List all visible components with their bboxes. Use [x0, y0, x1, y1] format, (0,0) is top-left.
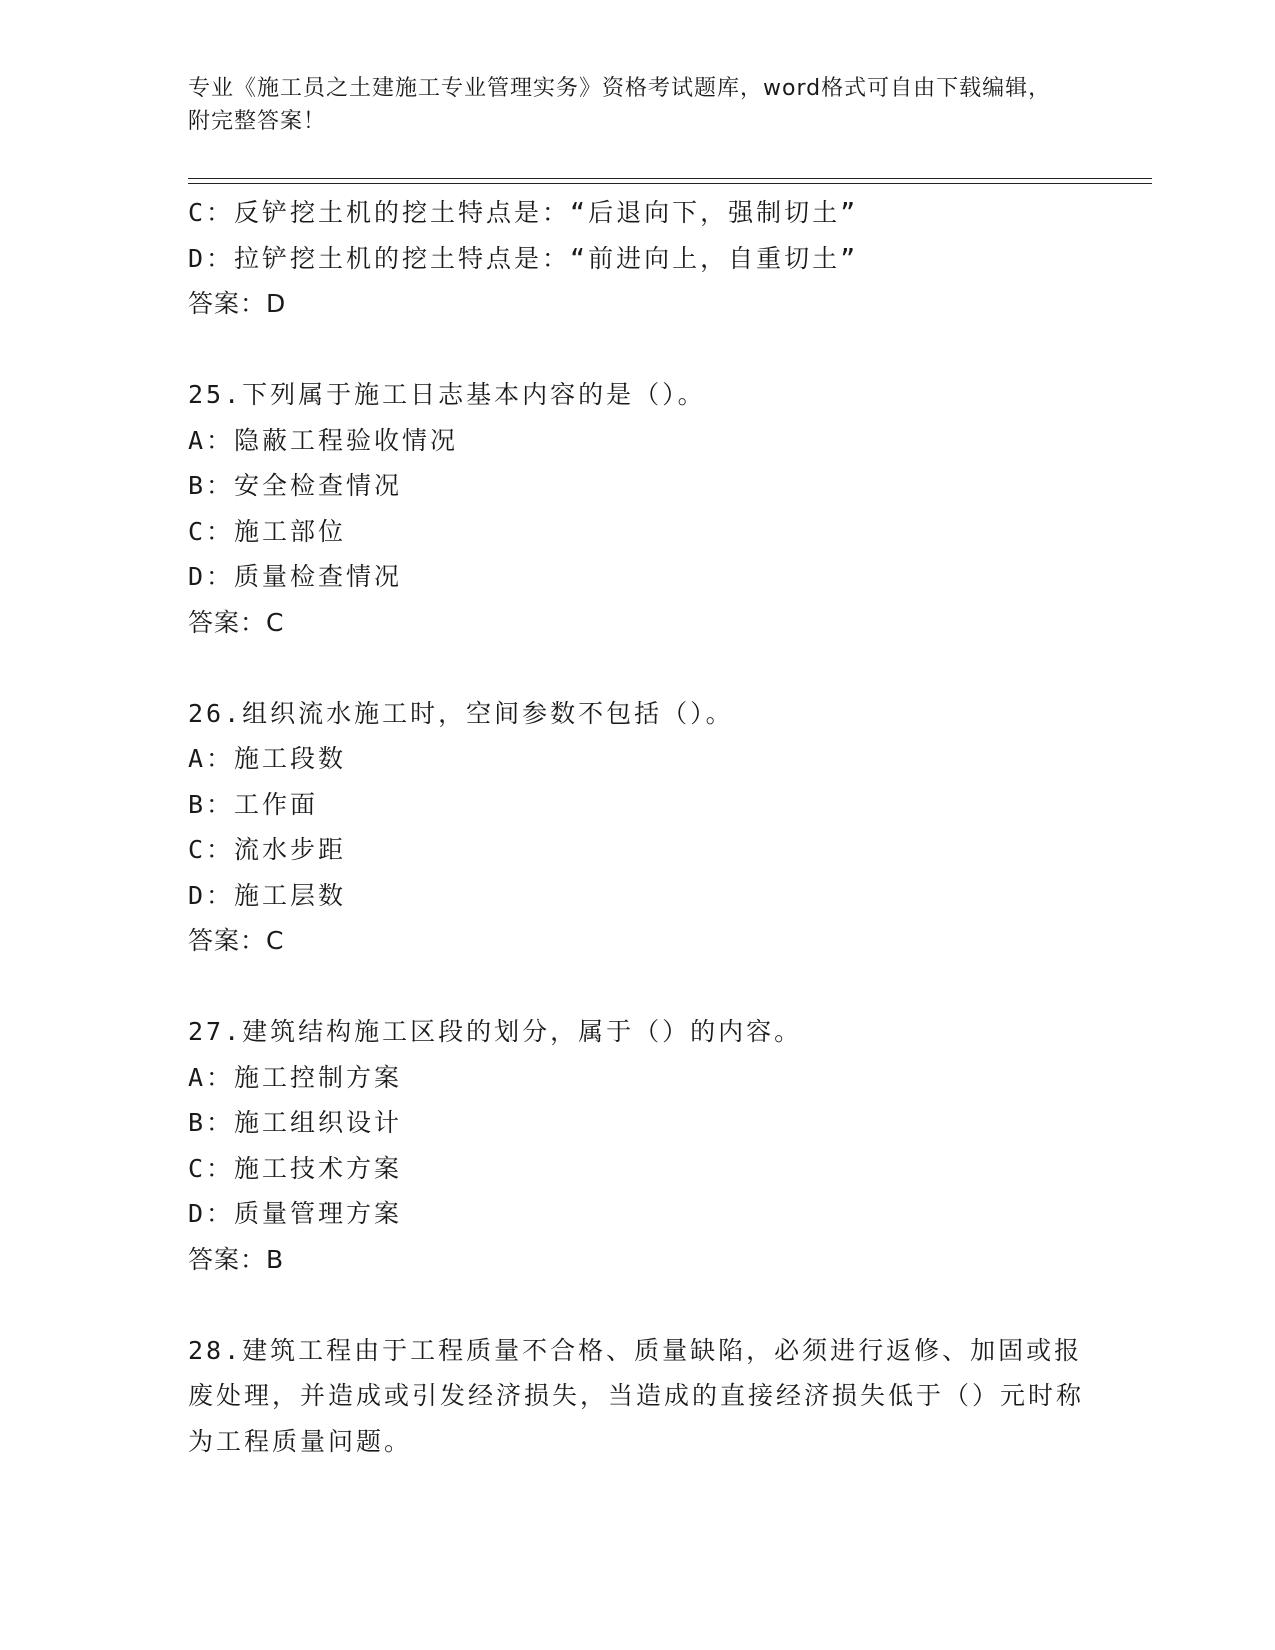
option-a: A：施工段数: [188, 744, 347, 773]
option-b: B：安全检查情况: [188, 471, 403, 500]
option-b: B：施工组织设计: [188, 1108, 403, 1137]
option-c: C：流水步距: [188, 835, 347, 864]
answer: 答案：D: [188, 289, 287, 318]
option-c: C：施工部位: [188, 516, 347, 546]
question-stem: 25.下列属于施工日志基本内容的是（）。: [188, 380, 706, 409]
previous-question-tail: [188, 190, 1108, 327]
header-divider-bottom: [188, 183, 1152, 184]
option-d: D：拉铲挖土机的挖土特点是：“前进向上，自重切土”: [188, 243, 859, 273]
question-stem: 26.组织流水施工时，空间参数不包括（）。: [188, 698, 734, 728]
option-c: C：施工技术方案: [188, 1153, 403, 1183]
option-b: B：工作面: [188, 789, 319, 819]
option-d: D：施工层数: [188, 880, 347, 910]
question-27: [188, 1009, 1108, 1282]
question-stem: 28.建筑工程由于工程质量不合格、质量缺陷，必须进行返修、加固或报废处理，并造成或引发经济损失，当造成的直接经济损失低于（）元时称为工程质量问题。: [188, 1335, 1085, 1456]
option-a: A：隐蔽工程验收情况: [188, 425, 459, 455]
question-list: [188, 190, 1108, 1464]
option-d: D：质量管理方案: [188, 1199, 403, 1228]
answer: 答案：C: [188, 607, 285, 637]
question-26: [188, 691, 1108, 964]
question-stem: 27.建筑结构施工区段的划分，属于（）的内容。: [188, 1017, 803, 1046]
answer: 答案：B: [188, 1244, 285, 1274]
option-a: A：施工控制方案: [188, 1062, 403, 1092]
option-c: C：反铲挖土机的挖土特点是：“后退向下，强制切土”: [188, 198, 859, 227]
question-25: [188, 372, 1108, 645]
header-divider-top: [188, 178, 1152, 179]
option-d: D：质量检查情况: [188, 562, 403, 591]
answer: 答案：C: [188, 926, 285, 955]
question-28: [188, 1328, 1108, 1465]
document-header: 专业《施工员之土建施工专业管理实务》资格考试题库，word格式可自由下载编辑，附完整答案！: [188, 76, 1052, 134]
